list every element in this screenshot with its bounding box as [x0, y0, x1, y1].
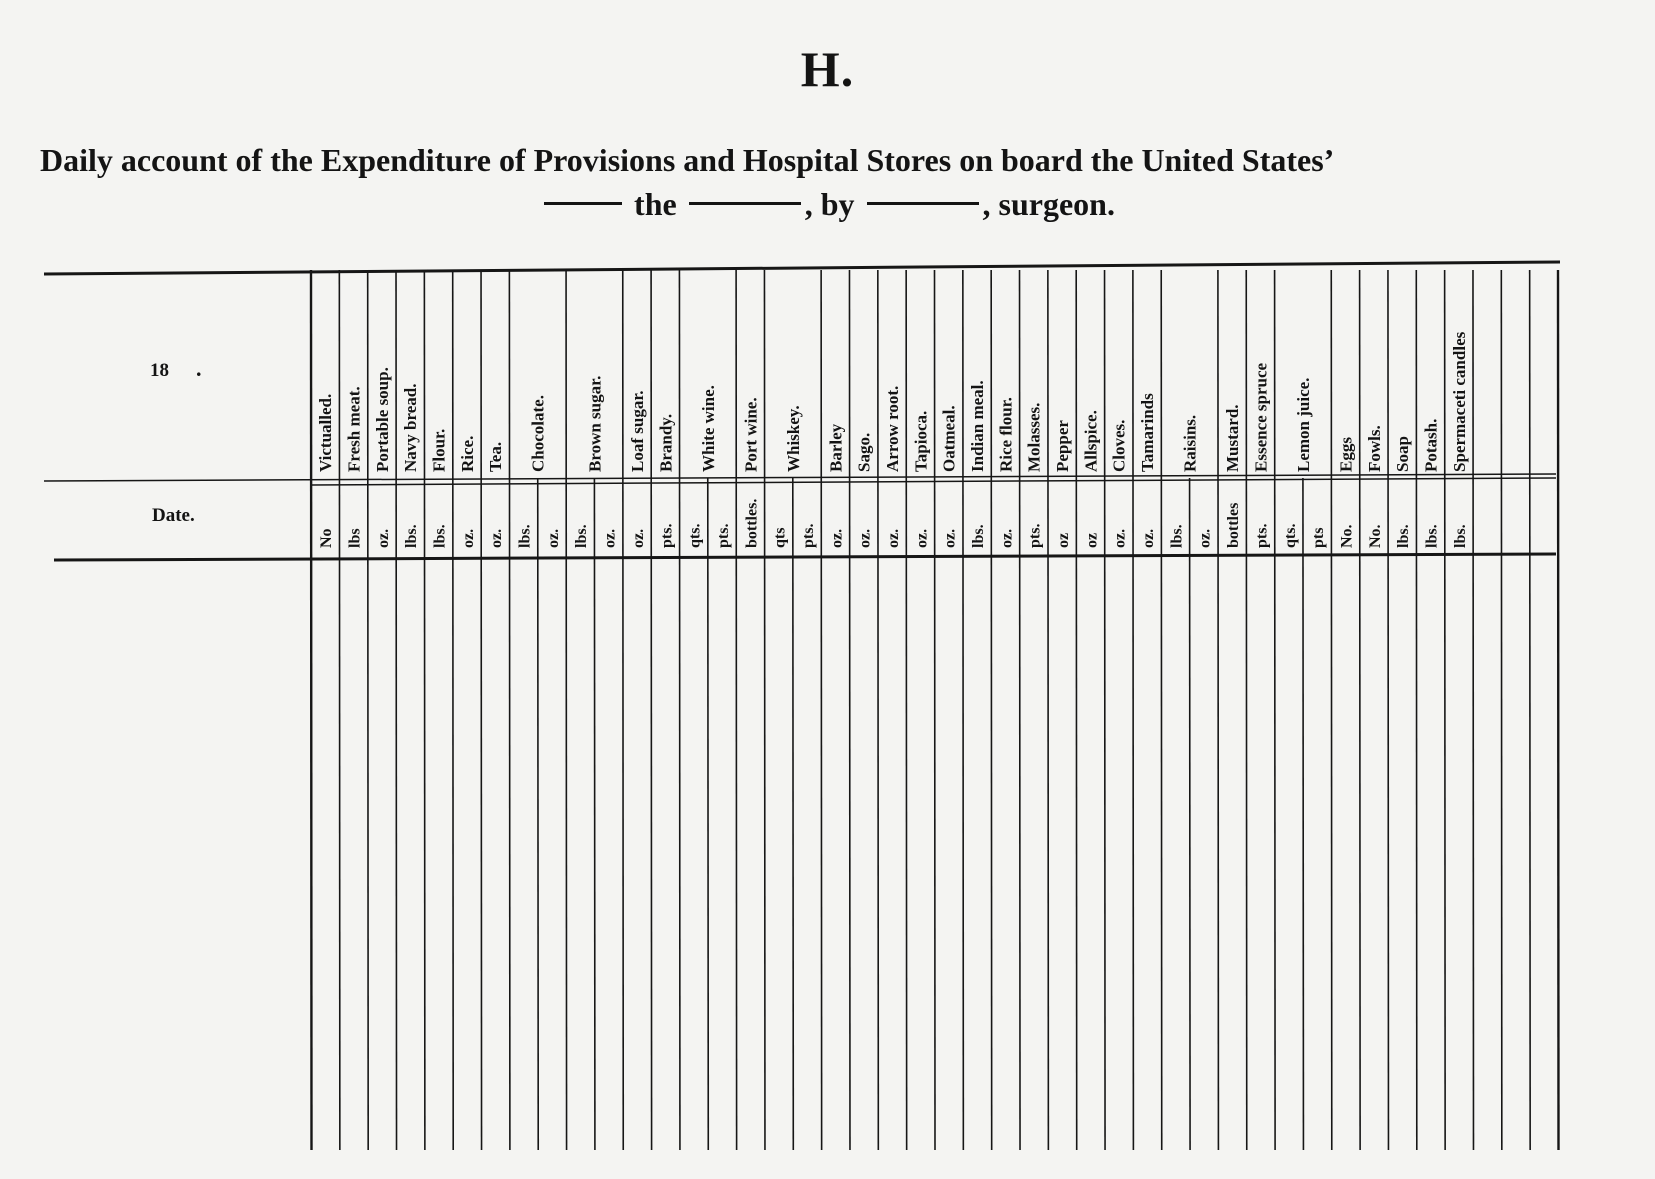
ledger-entry-column[interactable]: [1190, 562, 1218, 1150]
ledger-entry-column[interactable]: [1218, 562, 1246, 1150]
unit-label: lbs.: [573, 524, 591, 548]
column-header-label: Arrow root.: [882, 385, 902, 472]
unit-label: pts.: [1253, 523, 1271, 548]
unit-label: bottles: [1225, 502, 1243, 548]
ledger-entry-column[interactable]: [1246, 562, 1274, 1150]
ledger-entry-column[interactable]: [1020, 562, 1048, 1150]
column-header-label: Fowls.: [1364, 425, 1384, 472]
title-the-word: the: [634, 186, 677, 222]
date-label: Date.: [152, 505, 195, 526]
form-letter: H.: [800, 41, 855, 97]
column-header-label: Molasses.: [1024, 402, 1044, 472]
column-header-label: Eggs: [1336, 437, 1356, 472]
unit-label: pts.: [714, 523, 732, 548]
unit-label: oz.: [488, 528, 506, 548]
ledger-entry-column[interactable]: [878, 562, 906, 1150]
column-header-label: Soap: [1393, 436, 1413, 472]
ledger-entry-column[interactable]: [481, 562, 509, 1150]
column-header-label: Raisins.: [1180, 414, 1200, 472]
ledger-entry-column[interactable]: [793, 562, 821, 1150]
column-header-label: Sago.: [854, 432, 874, 472]
column-header-label: Rice flour.: [996, 397, 1016, 472]
ledger-entry-column[interactable]: [651, 562, 679, 1150]
ledger-entry-column[interactable]: [1303, 562, 1331, 1150]
unit-label: oz.: [941, 528, 959, 548]
ledger-entry-column[interactable]: [1161, 562, 1189, 1150]
ledger-entry-column[interactable]: [821, 562, 849, 1150]
unit-label: lbs.: [1395, 524, 1413, 548]
unit-label: oz.: [459, 528, 477, 548]
column-header-label: Whiskey.: [783, 405, 803, 472]
header-top-rule: [44, 262, 1560, 274]
column-header-label: White wine.: [698, 385, 718, 472]
ledger-entry-column[interactable]: [736, 562, 764, 1150]
ledger-entry-column[interactable]: [963, 562, 991, 1150]
column-header-label: Navy bread.: [401, 383, 421, 472]
surgeon-name-blank[interactable]: [867, 202, 979, 205]
column-header-label: Barley: [826, 423, 846, 472]
ledger-entry-column[interactable]: [1445, 562, 1473, 1150]
unit-label: oz.: [629, 528, 647, 548]
ledger-entry-column[interactable]: [906, 562, 934, 1150]
unit-label: lbs: [346, 528, 364, 548]
ledger-entry-column[interactable]: [764, 562, 792, 1150]
ledger-entry-column[interactable]: [623, 562, 651, 1150]
column-header-label: Tapioca.: [911, 410, 931, 472]
header-middle-rule: [44, 474, 1556, 481]
ship-name-blank[interactable]: [544, 202, 622, 205]
unit-label: oz.: [374, 528, 392, 548]
column-header-label: Pepper: [1053, 420, 1073, 472]
unit-label: qts.: [1281, 523, 1299, 548]
ledger-entry-column[interactable]: [991, 562, 1019, 1150]
column-header-label: Cloves.: [1109, 419, 1129, 472]
ledger-entry-column[interactable]: [594, 562, 622, 1150]
column-header-label: Mustard.: [1223, 404, 1243, 472]
ledger-entry-column[interactable]: [1360, 562, 1388, 1150]
unit-label: oz.: [998, 528, 1016, 548]
column-header-label: Flour.: [429, 428, 449, 472]
unit-label: oz.: [1140, 528, 1158, 548]
unit-label: No.: [1366, 524, 1384, 548]
unit-label: lbs.: [1423, 524, 1441, 548]
year-label: 18: [150, 360, 169, 381]
unit-label: qts.: [686, 523, 704, 548]
ledger-entry-column[interactable]: [1501, 562, 1529, 1150]
ledger-entry-column[interactable]: [1076, 562, 1104, 1150]
unit-label: oz.: [1111, 528, 1129, 548]
ledger-entry-column[interactable]: [396, 562, 424, 1150]
column-header-label: Portable soup.: [372, 367, 392, 472]
unit-label: lbs.: [403, 524, 421, 548]
unit-label: pts: [1310, 527, 1328, 548]
unit-label: lbs.: [1168, 524, 1186, 548]
ledger-entry-column[interactable]: [566, 562, 594, 1150]
column-header-label: Spermaceti candles: [1449, 331, 1469, 472]
header-bottom-rule: [54, 554, 1556, 560]
ledger-entry-column[interactable]: [1530, 562, 1558, 1150]
ledger-entry-column[interactable]: [368, 562, 396, 1150]
ledger-entry-column[interactable]: [424, 562, 452, 1150]
unit-label: pts.: [658, 523, 676, 548]
column-header-label: Lemon juice.: [1293, 377, 1313, 472]
unit-row-rule: [311, 478, 1556, 485]
column-header-label: Essence spruce: [1251, 362, 1271, 472]
unit-label: oz.: [1196, 528, 1214, 548]
column-header-label: Loaf sugar.: [627, 390, 647, 472]
unit-label: No: [318, 528, 336, 548]
ledger-entry-column[interactable]: [1105, 562, 1133, 1150]
unit-label: qts: [771, 527, 789, 548]
ledger-entry-column[interactable]: [509, 562, 537, 1150]
ledger-entry-column[interactable]: [1388, 562, 1416, 1150]
unit-label: pts.: [799, 523, 817, 548]
column-header-label: Victualled.: [316, 393, 336, 472]
ledger-entry-column[interactable]: [1473, 562, 1501, 1150]
unit-label: oz.: [856, 528, 874, 548]
ledger-entry-column[interactable]: [1048, 562, 1076, 1150]
ledger-entry-column[interactable]: [311, 562, 339, 1150]
title-by-word: , by: [804, 186, 855, 222]
title-surgeon-word: , surgeon.: [982, 186, 1115, 222]
column-header-label: Chocolate.: [528, 395, 548, 472]
ledger-entry-column[interactable]: [1133, 562, 1161, 1150]
unit-label: pts.: [1026, 523, 1044, 548]
ledger-entry-column[interactable]: [1331, 562, 1359, 1150]
unit-label: lbs.: [516, 524, 534, 548]
unit-label: oz.: [913, 528, 931, 548]
unit-label: lbs.: [970, 524, 988, 548]
ledger-entry-column[interactable]: [849, 562, 877, 1150]
unit-label: oz.: [828, 528, 846, 548]
ledger-entry-column[interactable]: [453, 562, 481, 1150]
year-dot: .: [196, 356, 202, 381]
unit-label: oz.: [884, 528, 902, 548]
unit-label: lbs.: [431, 524, 449, 548]
ledger-entry-column[interactable]: [1275, 562, 1303, 1150]
ledger-entry-column[interactable]: [679, 562, 707, 1150]
column-header-label: Indian meal.: [968, 380, 988, 472]
unit-label: oz.: [544, 528, 562, 548]
ledger-entry-column[interactable]: [935, 562, 963, 1150]
ledger-entry-column[interactable]: [538, 562, 566, 1150]
column-header-label: Allspice.: [1081, 410, 1101, 472]
ledger-entry-column[interactable]: [1416, 562, 1444, 1150]
form-title-line2: [0, 186, 1655, 223]
column-header-label: Tamarinds: [1138, 393, 1158, 472]
column-header-label: Fresh meat.: [344, 386, 364, 472]
ledger-entry-column[interactable]: [708, 562, 736, 1150]
column-header-label: Potash.: [1421, 418, 1441, 472]
unit-label: oz: [1083, 532, 1101, 548]
ledger-entry-column[interactable]: [339, 562, 367, 1150]
column-header-label: Brandy.: [656, 413, 676, 472]
unit-label: oz.: [601, 528, 619, 548]
unit-label: lbs.: [1451, 524, 1469, 548]
unit-label: oz: [1055, 532, 1073, 548]
column-header-label: Rice.: [457, 435, 477, 472]
form-title-text: Daily account of the Expenditure of Provisions and Hospital Stores on board the United States: [40, 142, 1324, 178]
unit-label: No.: [1338, 524, 1356, 548]
column-header-label: Port wine.: [741, 397, 761, 472]
unit-label: bottles.: [743, 498, 761, 548]
ship-blank[interactable]: [689, 202, 801, 205]
column-header-label: Oatmeal.: [939, 405, 959, 472]
column-header-label: Brown sugar.: [585, 375, 605, 472]
column-header-label: Tea.: [486, 441, 506, 472]
form-title-line1: Daily account of the Expenditure of Provisions and Hospital Stores on board the United States’: [40, 142, 1335, 178]
